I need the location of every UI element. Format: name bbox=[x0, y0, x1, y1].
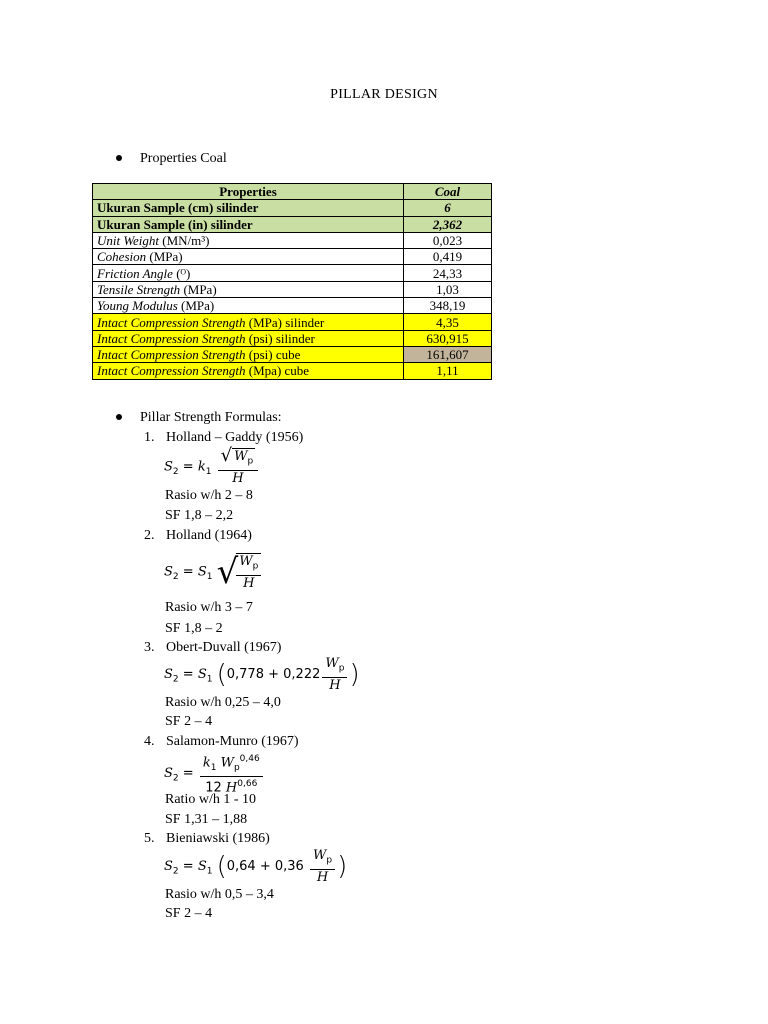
formula-sf: SF 1,8 – 2,2 bbox=[165, 508, 234, 523]
section-label: Properties Coal bbox=[140, 151, 227, 166]
table-row bbox=[93, 281, 492, 297]
formula-ratio: Ratio w/h 1 - 10 bbox=[165, 792, 256, 807]
bullet-icon bbox=[116, 155, 122, 161]
table-row bbox=[93, 232, 492, 248]
row-value: 161,607 bbox=[404, 346, 492, 362]
formula-heading: 1. Holland – Gaddy (1956) bbox=[144, 430, 304, 445]
row-value: 2,362 bbox=[404, 216, 492, 232]
formula-sf: SF 1,8 – 2 bbox=[165, 621, 223, 636]
row-label: Intact Compression Strength (Mpa) cube bbox=[93, 363, 404, 379]
bullet-icon bbox=[116, 414, 122, 420]
row-value: 348,19 bbox=[404, 298, 492, 314]
row-value: 630,915 bbox=[404, 330, 492, 346]
row-label: Tensile Strength (MPa) bbox=[93, 281, 404, 297]
formula-sf: SF 2 – 4 bbox=[165, 906, 213, 921]
section-label: Pillar Strength Formulas: bbox=[140, 410, 282, 425]
table-header-row bbox=[93, 184, 492, 200]
row-label: Young Modulus (MPa) bbox=[93, 298, 404, 314]
row-value: 6 bbox=[404, 200, 492, 216]
row-label: Ukuran Sample (cm) silinder bbox=[93, 200, 404, 216]
row-value: 1,11 bbox=[404, 363, 492, 379]
row-label: Unit Weight (MN/m³) bbox=[93, 232, 404, 248]
header-cell: Coal bbox=[404, 184, 492, 200]
table-row bbox=[93, 200, 492, 216]
formula-heading: 5. Bieniawski (1986) bbox=[144, 831, 270, 846]
formula-heading: 3. Obert-Duvall (1967) bbox=[144, 640, 282, 655]
row-value: 4,35 bbox=[404, 314, 492, 330]
section-properties bbox=[116, 151, 227, 167]
formula-sf: SF 1,31 – 1,88 bbox=[165, 812, 248, 827]
table-row bbox=[93, 216, 492, 232]
row-label: Intact Compression Strength (psi) silinder bbox=[93, 330, 404, 346]
table-row bbox=[93, 330, 492, 346]
row-label: Intact Compression Strength (psi) cube bbox=[93, 346, 404, 362]
table-row bbox=[93, 346, 492, 362]
table-row bbox=[93, 363, 492, 379]
formula-heading: 2. Holland (1964) bbox=[144, 528, 252, 543]
row-label: Friction Angle (ᴼ) bbox=[93, 265, 404, 281]
formula-bieniawski: $S_2 = S_1$ (0,64 + 0,36 $\frac{W_p}{H}$ ) bbox=[164, 848, 348, 885]
row-label: Ukuran Sample (in) silinder bbox=[93, 216, 404, 232]
formula-holland-gaddy: $S_2 = k_1$ $\frac{√ W_p}{H}$ bbox=[164, 448, 260, 486]
row-value: 1,03 bbox=[404, 281, 492, 297]
row-label: Intact Compression Strength (MPa) silinder bbox=[93, 314, 404, 330]
row-value: 0,023 bbox=[404, 232, 492, 248]
formula-holland: $S_2 = S_1$ √ $\frac{W_p}{H}$ bbox=[164, 553, 263, 591]
section-formulas bbox=[116, 410, 282, 426]
formula-ratio: Rasio w/h 0,5 – 3,4 bbox=[165, 887, 274, 902]
formula-salamon-munro: $S_2$ = $\frac{k_1 W_p^{0,46}}{12 H^{0,66}}$ bbox=[164, 752, 265, 795]
table-row bbox=[93, 298, 492, 314]
table-row bbox=[93, 314, 492, 330]
formula-obert-duvall: $S_2 = S_1$ (0,778 + 0,222 $\frac{W_p}{H}$ ) bbox=[164, 656, 360, 693]
table-row bbox=[93, 249, 492, 265]
formula-ratio: Rasio w/h 3 – 7 bbox=[165, 600, 253, 615]
table-row bbox=[93, 265, 492, 281]
formula-ratio: Rasio w/h 0,25 – 4,0 bbox=[165, 695, 281, 710]
page-title: PILLAR DESIGN bbox=[330, 87, 438, 102]
formula-ratio: Rasio w/h 2 – 8 bbox=[165, 488, 253, 503]
row-value: 24,33 bbox=[404, 265, 492, 281]
formula-sf: SF 2 – 4 bbox=[165, 714, 213, 729]
row-value: 0,419 bbox=[404, 249, 492, 265]
formula-heading: 4. Salamon-Munro (1967) bbox=[144, 734, 299, 749]
row-label: Cohesion (MPa) bbox=[93, 249, 404, 265]
properties-table bbox=[92, 183, 492, 380]
header-cell: Properties bbox=[93, 184, 404, 200]
